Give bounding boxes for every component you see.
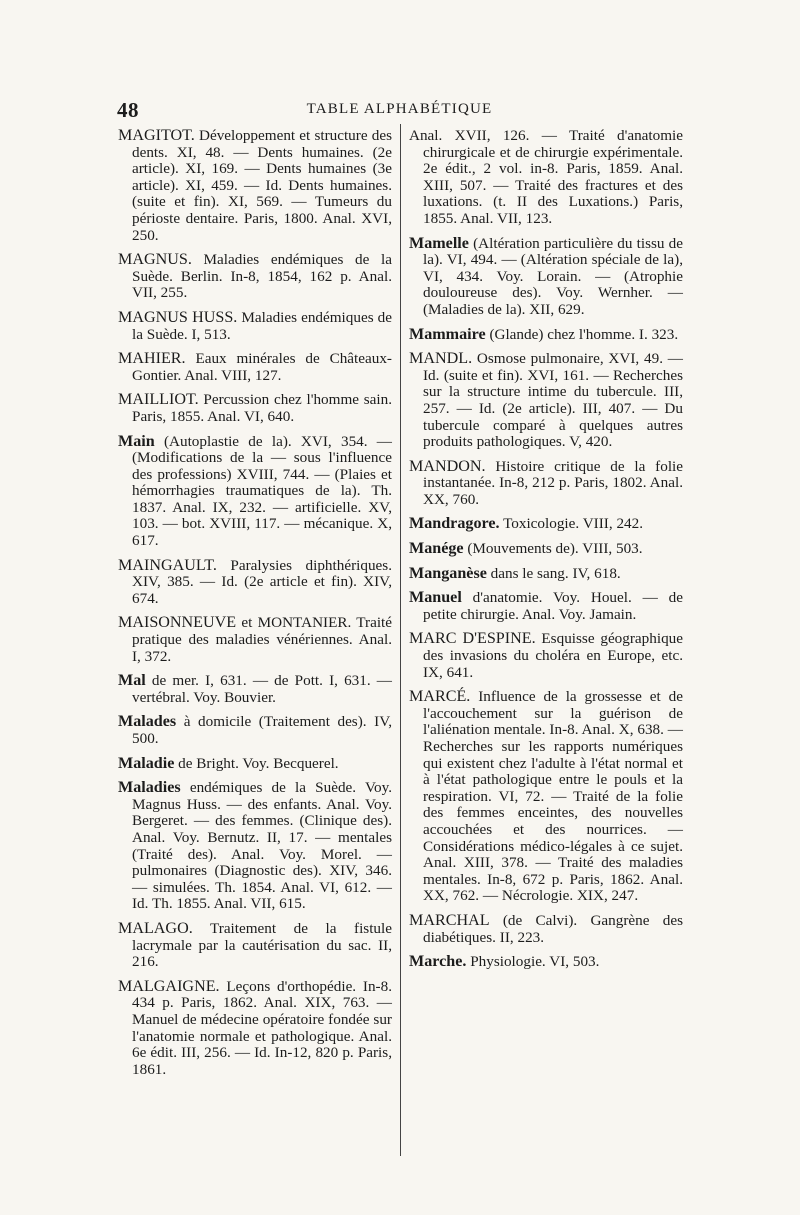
index-entry (118, 392, 392, 425)
index-entry (118, 128, 392, 244)
entry-heading: MAGNUS. (118, 251, 192, 269)
index-entry (118, 780, 392, 913)
index-entry (118, 252, 392, 302)
index-entry (409, 954, 683, 971)
entry-heading: MAGNUS HUSS. (118, 308, 238, 326)
right-column (409, 128, 683, 979)
index-entry (409, 566, 683, 583)
entry-heading: Main (118, 432, 155, 450)
index-entry (409, 590, 683, 623)
index-entry (409, 631, 683, 681)
entry-text: Percussion chez l'homme sain. Paris, 1855. Anal. VI, 640. (132, 391, 392, 425)
entry-heading: MAGITOT. (118, 127, 195, 144)
entry-heading: Mal (118, 672, 146, 690)
entry-text: de mer. I, 631. — de Pott. I, 631. — vertébral. Voy. Bouvier. (132, 672, 392, 706)
index-entry (118, 558, 392, 608)
entry-heading: Marche. (409, 953, 467, 971)
entry-text: Physiologie. VI, 503. (470, 953, 600, 971)
entry-heading: Manuel (409, 589, 462, 607)
index-entry (118, 979, 392, 1079)
index-entry (118, 434, 392, 550)
index-entry (118, 714, 392, 747)
index-entry (118, 921, 392, 971)
entry-text: Toxicologie. VIII, 242. (503, 515, 644, 533)
entry-heading: Mandragore. (409, 515, 500, 533)
index-entry (409, 327, 683, 344)
entry-heading: Maladies (118, 779, 181, 797)
entry-text: Esquisse géographique des invasions du choléra en Europe, etc. IX, 641. (423, 630, 683, 681)
index-entry (118, 615, 392, 665)
index-entry (409, 541, 683, 558)
index-entry (409, 459, 683, 509)
entry-heading: MAINGAULT. (118, 556, 217, 574)
entry-text: Anal. XVII, 126. — Traité d'anatomie chirurgicale et de chirurgie expérimentale. 2e édit., 2 vol. in-8. Paris, 1859. Anal. XIII, 507. — Traité des fractures et des luxations. (t. II des Luxations.) Paris, 1855. Anal. VII, 123. (409, 127, 683, 227)
entry-heading: MAILLIOT. (118, 391, 199, 409)
index-entry (409, 913, 683, 946)
entry-text: Traitement de la fistule lacrymale par la cautérisation du sac. II, 216. (132, 919, 392, 971)
entry-heading: Manége (409, 540, 464, 558)
left-column (118, 128, 392, 1086)
entry-text: (Glande) chez l'homme. I. 323. (489, 325, 679, 343)
entry-text: dans le sang. IV, 618. (490, 564, 621, 582)
index-entry (118, 673, 392, 706)
column-divider (400, 124, 401, 1156)
entry-heading: MALAGO. (118, 919, 193, 937)
index-entry (118, 310, 392, 343)
index-entry (409, 351, 683, 451)
entry-text: (de Calvi). Gangrène des diabétiques. II, 223. (423, 911, 683, 946)
entry-text: Maladies endémiques de la Suède. I, 513. (132, 308, 392, 343)
entry-text: (Autoplastie de la). XVI, 354. — (Modifications de la — sous l'influence des professions) XVIII, 744. — (Plaies et hémorrhagies traumatiques de la). Th. 1837. Anal. IX, 232. — artificielle. XV, 103. — bot. XVIII, 117. — mécanique. X, 617. (132, 432, 392, 550)
entry-text: à domicile (Traitement des). IV, 500. (132, 713, 393, 747)
index-entry (118, 351, 392, 384)
entry-heading: MARC D'ESPINE. (409, 630, 536, 648)
running-title: TABLE ALPHABÉTIQUE (306, 101, 493, 117)
entry-text: Leçons d'orthopédie. In-8. 434 p. Paris, 1862. Anal. XIX, 763. — Manuel de médecine opératoire fondée sur l'anatomie normale et pathologique. Anal. 6e édit. III, 256. — Id. In-12, 820 p. Paris, 1861. (132, 977, 392, 1078)
entry-heading: MARCÉ. (409, 688, 471, 706)
entry-heading: Malades (118, 713, 177, 731)
entry-heading: MAHIER. (118, 350, 186, 368)
entry-heading: MAISONNEUVE (118, 614, 237, 632)
entry-heading: Manganèse (409, 564, 487, 582)
entry-heading: Maladie (118, 754, 175, 772)
entry-heading: MANDON. (409, 457, 486, 475)
index-entry (409, 128, 683, 228)
page-header (117, 98, 682, 124)
entry-text: Eaux minérales de Châteaux-Gontier. Anal. VIII, 127. (132, 350, 392, 384)
entry-heading: Mammaire (409, 325, 486, 343)
index-entry (409, 236, 683, 319)
entry-text: Maladies endémiques de la Suède. Berlin. In-8, 1854, 162 p. Anal. VII, 255. (132, 251, 392, 302)
entry-text: et MONTANIER. Traité pratique des maladies vénériennes. Anal. I, 372. (132, 614, 392, 665)
entry-text: de Bright. Voy. Becquerel. (178, 754, 339, 772)
entry-heading: MANDL. (409, 350, 473, 368)
entry-text: Développement et structure des dents. XI, 48. — Dents humaines. (2e article). XI, 169. — Dents humaines (3e article). XI, 459. — Id. Dents humaines. (suite et fin). XI, 569. — Tumeurs du périoste dentaire. Paris, 1800. Anal. XVI, 250. (132, 127, 392, 244)
entry-heading: MARCHAL (409, 911, 490, 929)
page-number: 48 (117, 98, 139, 122)
entry-text: Histoire critique de la folie instantanée. In-8, 212 p. Paris, 1802. Anal. XX, 760. (423, 457, 683, 508)
entry-text: endémiques de la Suède. Voy. Magnus Huss. — des enfants. Anal. Voy. Bergeret. — des femmes. (Clinique des). Anal. Voy. Bernutz. II, 17. — mentales (Traité des). Anal. Voy. Morel. — pulmonaires (Diagnostic des). XIV, 346. — simulées. Th. 1854. Anal. VI, 612. — Id. Th. 1855. Anal. VII, 615. (132, 779, 392, 913)
entry-text: d'anatomie. Voy. Houel. — de petite chirurgie. Anal. Voy. Jamain. (423, 589, 683, 623)
index-entry (409, 516, 683, 533)
entry-text: (Mouvements de). VIII, 503. (467, 540, 643, 558)
entry-text: Influence de la grossesse et de l'accouchement sur la guérison de l'aliénation mentale. In-8. Anal. X, 638. — Recherches sur les rapports numériques qui existent chez l'adulte à l'état normal et à l'état pathologique entre le pouls et la respiration. VI, 72. — Traité de la folie des femmes enceintes, des nouvelles accouchées et des nourrices. — Considérations médico-légales à ce sujet. Anal. XIII, 378. — Traité des maladies mentales. In-8, 672 p. Paris, 1862. Anal. XX, 762. — Nécrologie. XIX, 247. (423, 688, 683, 905)
index-entry (409, 689, 683, 905)
entry-text: Paralysies diphthériques. XIV, 385. — Id. (2e article et fin). XIV, 674. (132, 556, 392, 607)
entry-text: (Altération particulière du tissu de la). VI, 494. — (Altération spéciale de la), VI, 434. Voy. Lorain. — (Atrophie douloureuse des). Voy. Wernher. — (Maladies de la). XII, 629. (423, 234, 684, 318)
entry-heading: MALGAIGNE. (118, 977, 220, 995)
index-entry (118, 756, 392, 773)
entry-heading: Mamelle (409, 234, 469, 252)
entry-text: Osmose pulmonaire, XVI, 49. — Id. (suite et fin). XVI, 161. — Recherches sur la structure intime du tubercule. III, 257. — Id. (2e article). III, 407. — Du tubercule comparé à quelques autres produits pathologiques. V, 420. (423, 350, 683, 451)
